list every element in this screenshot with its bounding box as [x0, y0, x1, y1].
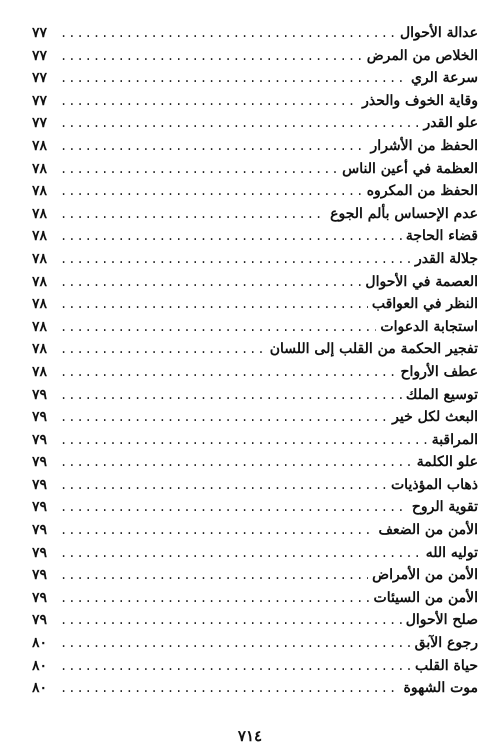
toc-entry-page: ٧٩ [32, 612, 48, 629]
toc-entry [32, 496, 478, 519]
dot-leader [60, 180, 363, 203]
toc-entry [32, 519, 478, 542]
dot-leader [60, 225, 402, 248]
toc-entry [32, 248, 478, 271]
toc-entry-title: النظر في العواقب [371, 296, 478, 313]
toc-entry-title: موت الشهوة [403, 680, 478, 697]
toc-entry-title: الأمن من الأمراض [372, 567, 478, 584]
toc-entry [32, 90, 478, 113]
toc-entry-page: ٧٧ [32, 25, 48, 41]
toc-entry-page: ٧٩ [32, 589, 48, 606]
toc-entry-title: عدم الإحساس بألم الجوع [330, 205, 478, 222]
toc-entry-page: ٧٩ [32, 431, 48, 448]
dot-leader [60, 384, 402, 407]
toc-entry-page: ٧٨ [32, 250, 48, 267]
dot-leader [60, 542, 422, 565]
toc-entry [32, 225, 478, 248]
dot-leader [60, 67, 407, 90]
page-number: ٧١٤ [237, 727, 263, 745]
toc-entry-title: الأمن من الضعف [378, 522, 478, 539]
dot-leader [60, 316, 376, 339]
dot-leader [60, 271, 361, 294]
toc-entry [32, 609, 478, 632]
toc-entry-title: العظمة في أعين الناس [342, 160, 478, 177]
toc-entry [32, 22, 478, 45]
toc-entry [32, 677, 478, 700]
toc-entry-page: ٧٨ [32, 228, 48, 245]
toc-entry-page: ٧٨ [32, 205, 48, 222]
toc-entry-page: ٧٧ [32, 92, 48, 109]
toc-entry [32, 112, 478, 135]
toc-entry-page: ٧٨ [32, 160, 48, 177]
toc-entry-page: ٧٨ [32, 137, 48, 154]
dot-leader [60, 338, 266, 361]
toc-entry-title: وقاية الخوف والحذر [362, 92, 478, 109]
dot-leader [60, 429, 428, 452]
dot-leader [60, 496, 408, 519]
toc-entry-page: ٧٧ [32, 47, 48, 64]
toc-entry [32, 542, 478, 565]
toc-entry-page: ٨٠ [32, 657, 48, 674]
toc-entry [32, 429, 478, 452]
toc-entry [32, 451, 478, 474]
toc-entry-title: علو الكلمة [416, 454, 478, 471]
toc-entry-page: ٧٩ [32, 476, 48, 493]
toc-entry-title: قضاء الحاجة [405, 228, 478, 245]
toc-entry-title: الأمن من السيئات [373, 589, 478, 606]
toc-entry-title: الحفظ من الأشرار [370, 137, 478, 154]
toc-entry-title: تقوية الروح [411, 499, 478, 516]
toc-entry [32, 632, 478, 655]
dot-leader [60, 158, 338, 181]
toc-entry [32, 338, 478, 361]
dot-leader [60, 90, 358, 113]
dot-leader [60, 406, 388, 429]
toc-entry [32, 361, 478, 384]
toc-entry-title: سرعة الري [410, 70, 478, 87]
toc-entry-title: توسيع الملك [405, 386, 478, 403]
toc-entry-page: ٧٧ [32, 70, 48, 87]
toc-entry [32, 271, 478, 294]
toc-entry-page: ٧٨ [32, 183, 48, 200]
toc-entry-page: ٧٨ [32, 296, 48, 313]
toc-entry-title: علو القدر [423, 115, 478, 132]
toc-entry [32, 45, 478, 68]
toc-entry-title: الخلاص من المرض [366, 47, 478, 64]
toc-entry-title: عطف الأرواح [400, 363, 478, 380]
toc-entry-title: عدالة الأحوال [399, 25, 478, 41]
toc-entry-page: ٧٩ [32, 409, 48, 426]
toc-entry-title: حياة القلب [415, 657, 478, 674]
dot-leader [60, 609, 402, 632]
toc-entry-title: المراقبة [431, 431, 478, 448]
toc-entry-title: استجابة الدعوات [380, 318, 478, 335]
toc-entry-page: ٧٨ [32, 273, 48, 290]
dot-leader [60, 361, 396, 384]
toc-entry-title: الحفظ من المكروه [366, 183, 478, 200]
dot-leader [60, 655, 411, 678]
toc-entry-page: ٧٩ [32, 522, 48, 539]
toc-entry-page: ٧٩ [32, 386, 48, 403]
toc-entry [32, 180, 478, 203]
table-of-contents [32, 22, 478, 700]
toc-entry-page: ٨٠ [32, 680, 48, 697]
dot-leader [60, 45, 363, 68]
toc-entry-page: ٨٠ [32, 635, 48, 652]
dot-leader [60, 203, 326, 226]
toc-entry [32, 67, 478, 90]
dot-leader [60, 451, 413, 474]
dot-leader [60, 564, 368, 587]
dot-leader [60, 632, 411, 655]
toc-entry-page: ٧٨ [32, 363, 48, 380]
toc-entry [32, 474, 478, 497]
toc-entry-page: ٧٩ [32, 454, 48, 471]
dot-leader [60, 519, 375, 542]
toc-entry-title: جلالة القدر [415, 250, 478, 267]
toc-entry-title: توليه الله [425, 544, 478, 561]
toc-entry [32, 293, 478, 316]
toc-entry-title: البعث لكل خير [392, 409, 478, 426]
toc-entry-page: ٧٩ [32, 567, 48, 584]
toc-entry [32, 158, 478, 181]
dot-leader [60, 587, 370, 610]
toc-entry-page: ٧٩ [32, 499, 48, 516]
toc-entry-page: ٧٧ [32, 115, 48, 132]
toc-entry [32, 655, 478, 678]
dot-leader [60, 474, 387, 497]
toc-entry [32, 135, 478, 158]
toc-entry-title: رجوع الآبق [414, 635, 478, 652]
dot-leader [60, 135, 367, 158]
toc-entry-title: ذهاب المؤذيات [391, 476, 478, 493]
toc-entry-page: ٧٨ [32, 318, 48, 335]
dot-leader [60, 293, 368, 316]
toc-entry-title: العصمة في الأحوال [365, 273, 478, 290]
toc-entry [32, 384, 478, 407]
toc-entry-page: ٧٨ [32, 341, 48, 358]
toc-entry-page: ٧٩ [32, 544, 48, 561]
toc-entry-title: صلح الأحوال [405, 612, 478, 629]
toc-entry [32, 587, 478, 610]
dot-leader [60, 112, 420, 135]
toc-entry [32, 203, 478, 226]
toc-entry-title: تفجير الحكمة من القلب إلى اللسان [269, 341, 478, 358]
toc-entry [32, 406, 478, 429]
toc-entry [32, 316, 478, 339]
dot-leader [60, 677, 400, 700]
dot-leader [60, 22, 396, 45]
toc-entry [32, 564, 478, 587]
dot-leader [60, 248, 411, 271]
